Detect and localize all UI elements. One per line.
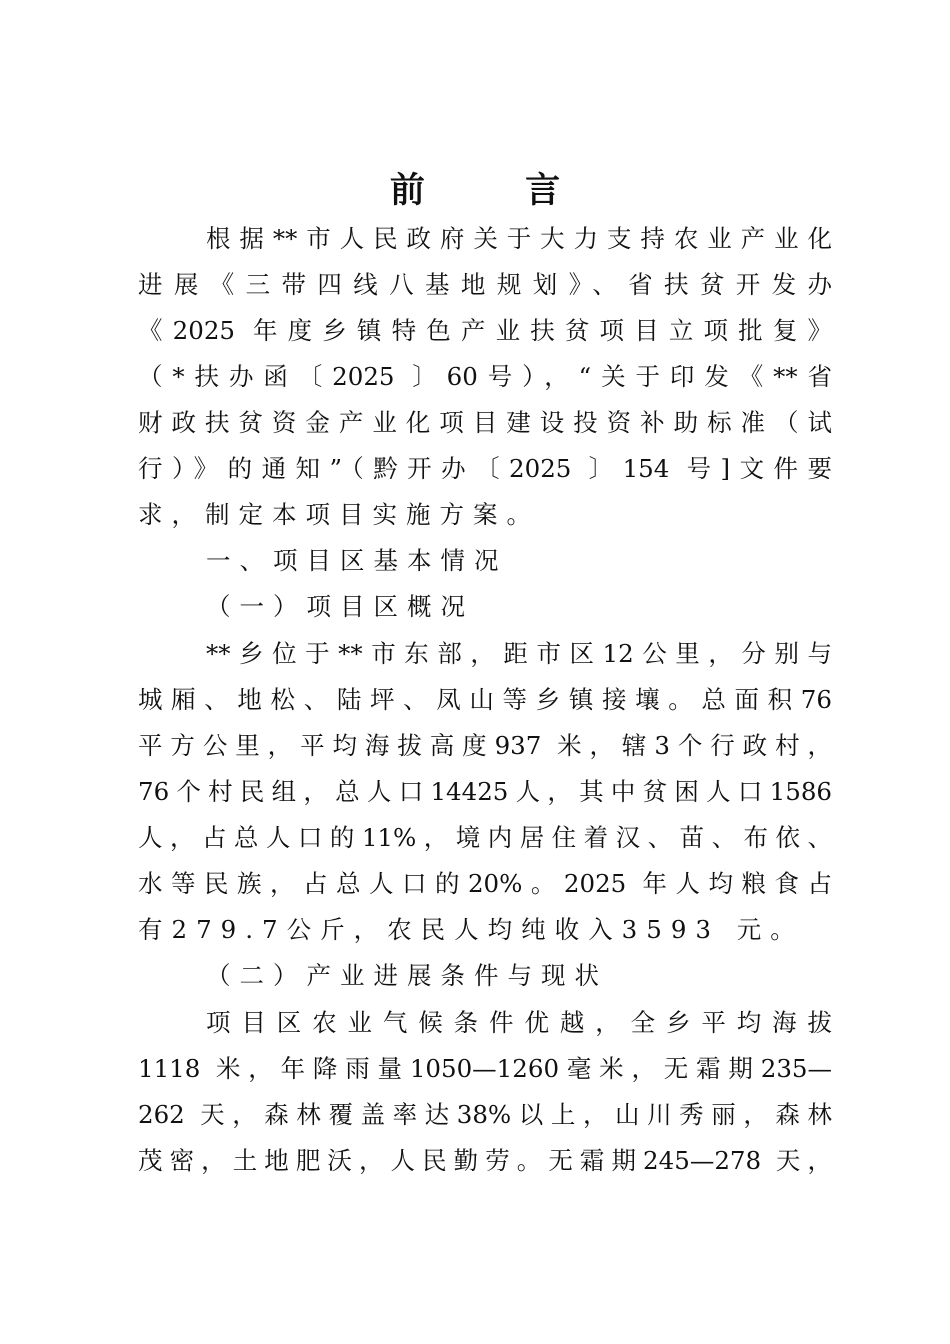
intro-line-5: 财政扶贫资金产业化项目建设投资补助标准（试: [138, 408, 832, 437]
overview-line-3: 平方公里，平均海拔高度937 米，辖3个行政村，: [138, 731, 832, 760]
conditions-line-2: 1118 米，年降雨量1050—1260毫米，无霜期235—: [138, 1054, 832, 1083]
conditions-line-3: 262 天，森林覆盖率达38%以上，山川秀丽，森林: [138, 1100, 832, 1129]
subsection-heading-overview: （一）项目区概况: [206, 592, 474, 621]
intro-line-2: 进展《三带四线八基地规划》、省扶贫开发办: [138, 270, 832, 299]
page-title: 前 言: [389, 171, 605, 211]
overview-line-2: 城厢、地松、陆坪、凤山等乡镇接壤。总面积76: [138, 685, 832, 714]
overview-line-6: 水等民族，占总人口的20%。2025 年人均粮食占: [138, 869, 832, 898]
subsection-heading-conditions: （二）产业进展条件与现状: [206, 961, 608, 990]
section-heading-basic-situation: 一、项目区基本情况: [206, 546, 508, 575]
intro-line-4: （*扶办函〔2025 〕60号），“关于印发《**省: [138, 362, 832, 391]
intro-line-1: 根据**市人民政府关于大力支持农业产业化: [206, 224, 832, 253]
overview-line-4: 76个村民组，总人口14425人，其中贫困人口1586: [138, 777, 832, 806]
conditions-line-4: 茂密，土地肥沃，人民勤劳。无霜期245—278 天，: [138, 1146, 832, 1175]
intro-line-3: 《2025 年度乡镇特色产业扶贫项目立项批复》: [138, 316, 832, 345]
intro-line-7: 求，制定本项目实施方案。: [138, 500, 540, 529]
intro-line-6: 行）》的通知”（黔开办〔2025 〕154 号]文件要: [138, 454, 832, 483]
conditions-line-1: 项目区农业气候条件优越，全乡平均海拔: [206, 1008, 832, 1037]
overview-line-1: **乡位于**市东部，距市区12公里，分别与: [206, 639, 832, 668]
overview-line-5: 人，占总人口的11%，境内居住着汉、苗、布依、: [138, 823, 832, 852]
overview-line-7: 有279.7公斤，农民人均纯收入3593 元。: [138, 915, 804, 944]
